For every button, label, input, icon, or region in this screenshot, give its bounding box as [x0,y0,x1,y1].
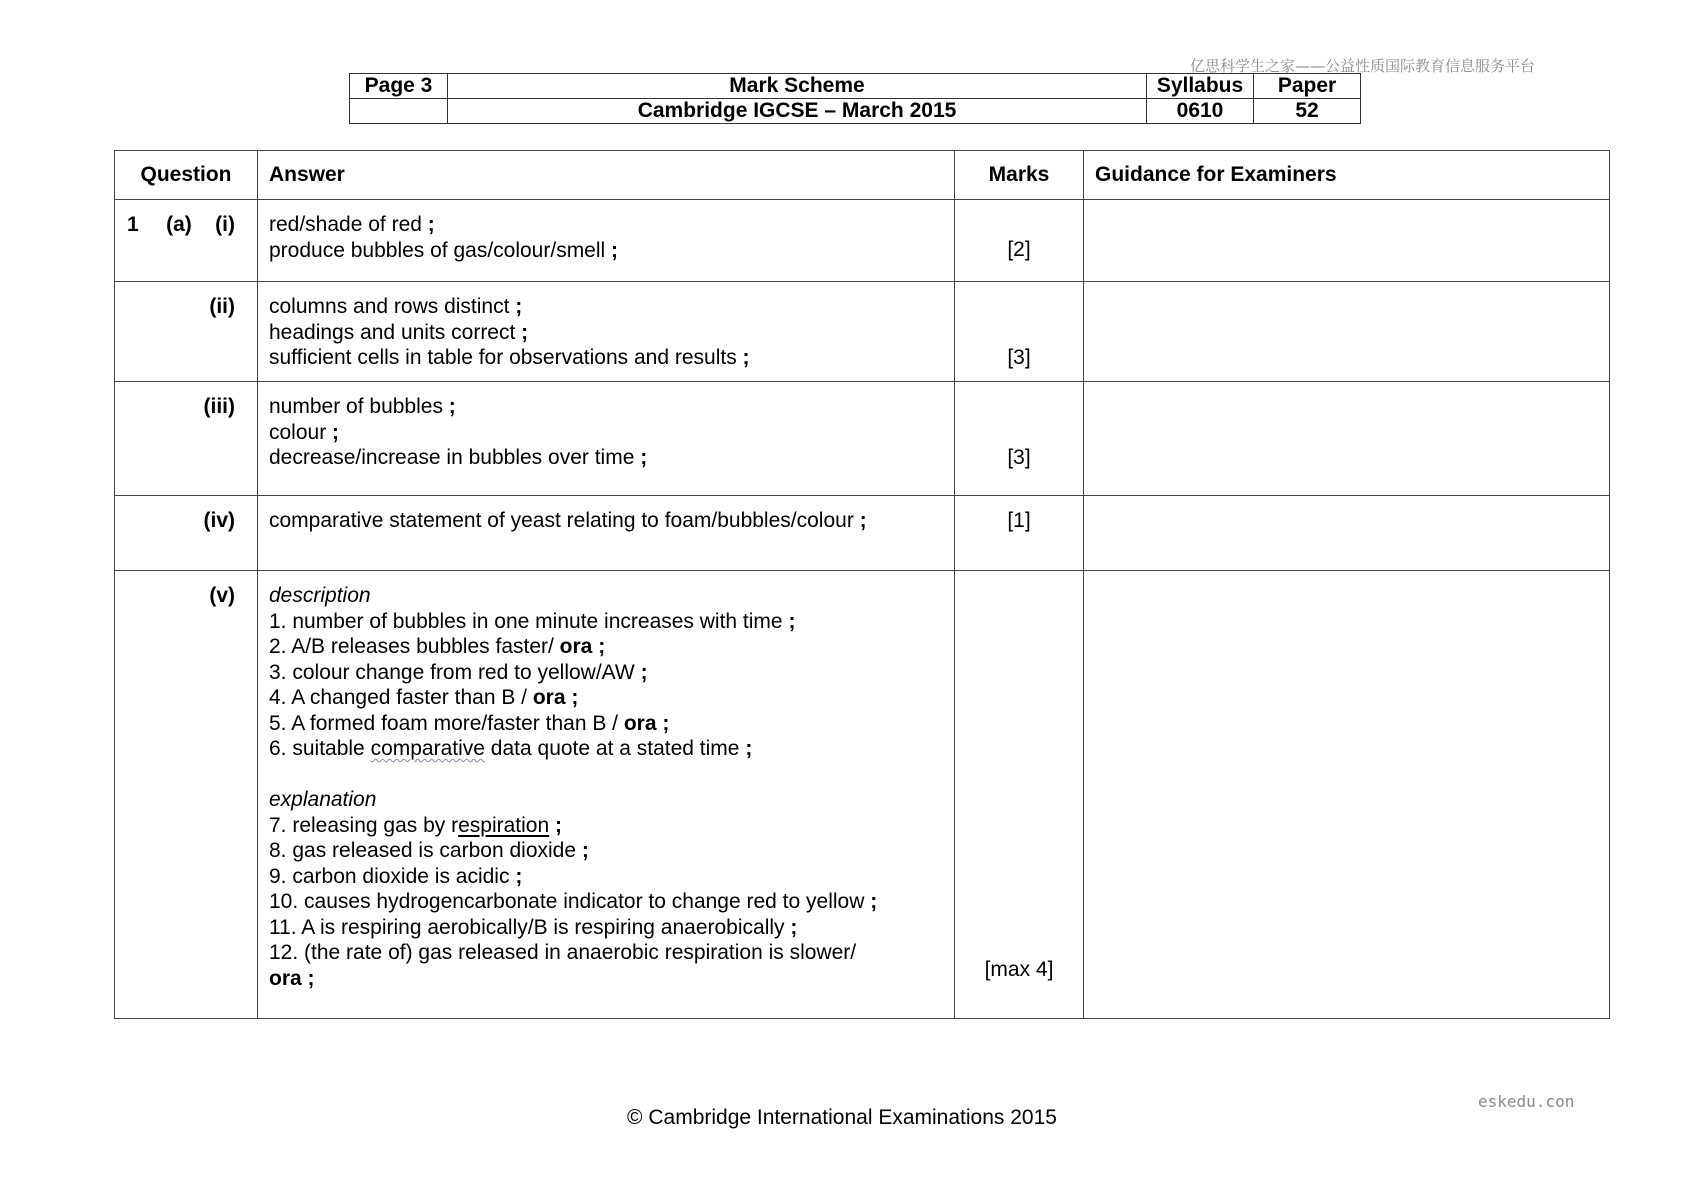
answer-line: 6. suitable [269,737,371,760]
question-column-header: Question [115,151,258,200]
spellcheck-word: comparative [370,737,485,760]
table-row [115,200,1610,282]
question-cell [115,571,258,1019]
mark-point: ; [662,711,670,735]
question-part: (i) [215,213,235,236]
answer-cell [258,496,955,571]
marks-column-header: Marks [955,151,1084,200]
mark-scheme-header [349,73,1361,124]
explanation-heading: explanation [269,788,377,811]
question-cell [115,200,258,282]
question-part: (iii) [203,395,235,418]
mark-point: ; [332,420,340,444]
mark-point: ; [870,890,878,913]
mark-point: ; [515,295,523,318]
syllabus-label: Syllabus [1147,74,1254,99]
marks-cell [955,200,1084,282]
answer-line: produce bubbles of gas/colour/smell [269,238,612,262]
question-cell [115,282,258,382]
marks-value: [1] [1007,509,1031,532]
question-part: (iv) [203,509,235,532]
answer-line: 7. releasing gas by r [269,813,459,837]
answer-line: 3. colour change from red to yellow/AW [269,660,641,684]
question-part: (ii) [209,295,235,318]
paper-number: 52 [1254,99,1361,124]
answer-line: columns and rows distinct [269,295,516,318]
header-subtitle: Cambridge IGCSE – March 2015 [448,99,1147,124]
mark-point: ; [742,346,750,369]
answer-line: red/shade of red [269,213,428,236]
mark-point: ; [859,509,867,532]
answer-cell [258,282,955,382]
table-row [115,382,1610,496]
answer-line: 8. gas released is carbon dioxide [269,839,582,862]
marks-cell [955,571,1084,1019]
mark-point: ; [745,737,753,760]
mark-point: ; [307,966,315,990]
question-cell [115,496,258,571]
syllabus-code: 0610 [1147,99,1254,124]
ora-label: ora [559,635,593,658]
answer-line: 5. A formed foam more/faster than B / [269,711,624,735]
mark-point: ; [521,320,529,344]
mark-point: ; [788,609,796,633]
answer-line: sufficient cells in table for observations and results [269,346,743,369]
table-row [115,282,1610,382]
answer-line: 12. (the rate of) gas released in anaerobic respiration is slower/ [269,941,857,964]
answer-line: headings and units correct [269,320,522,344]
question-part: (v) [209,584,235,607]
marks-value: [2] [1007,238,1031,261]
guidance-cell [1084,200,1610,282]
table-row [115,571,1610,1019]
answer-line: 4. A changed faster than B / [269,686,533,709]
copyright-footer: © Cambridge International Examinations 2015 [627,1106,1057,1129]
answer-line: comparative statement of yeast relating to foam/bubbles/colour [269,509,860,532]
answer-cell [258,382,955,496]
marks-cell [955,496,1084,571]
spacer [269,762,943,788]
ora-label: ora [623,711,657,735]
mark-point: ; [611,238,619,262]
marks-value: [3] [1007,446,1031,469]
guidance-cell [1084,571,1610,1019]
answer-column-header: Answer [258,151,955,200]
answer-cell [258,571,955,1019]
guidance-cell [1084,382,1610,496]
mark-point: ; [598,635,606,658]
mark-point: ; [555,813,563,837]
mark-point: ; [571,686,579,709]
guidance-cell [1084,282,1610,382]
answer-line: decrease/increase in bubbles over time [269,446,641,469]
guidance-column-header: Guidance for Examiners [1084,151,1610,200]
mark-point: ; [790,915,798,939]
marks-cell [955,282,1084,382]
description-heading: description [269,584,371,607]
answer-line: 2. A/B releases bubbles faster/ [269,635,560,658]
answer-line: data quote at a stated time [484,737,746,760]
answer-cell [258,200,955,282]
question-cell [115,382,258,496]
answer-line: colour [269,420,333,444]
mark-point: ; [515,864,523,888]
answer-line: 1. number of bubbles in one minute increases with time [269,609,789,633]
header-title: Mark Scheme [448,74,1147,99]
mark-scheme-table [114,150,1610,1019]
table-row [115,496,1610,571]
page-number: Page 3 [350,74,448,99]
table-header-row [115,151,1610,200]
answer-line: 11. A is respiring aerobically/B is respiring anaerobically [269,915,791,939]
answer-line: number of bubbles [269,395,449,418]
underlined-keyword: espiration [458,813,550,837]
question-number: 1 [127,213,139,236]
answer-line: 9. carbon dioxide is acidic [269,864,516,888]
mark-point: ; [427,213,435,236]
marks-cell [955,382,1084,496]
paper-label: Paper [1254,74,1361,99]
ora-label: ora [532,686,566,709]
ora-label: ora [269,966,302,990]
answer-line: 10. causes hydrogencarbonate indicator to change red to yellow [269,890,871,913]
mark-point: ; [448,395,456,418]
mark-point: ; [640,660,648,684]
watermark-bottom: eskedu.con [1478,1092,1575,1111]
mark-point: ; [581,839,589,862]
marks-value: [3] [1007,346,1031,369]
marks-value: [max 4] [984,958,1054,981]
watermark-top: 亿思科学生之家——公益性质国际教育信息服务平台 [1190,57,1536,75]
guidance-cell [1084,496,1610,571]
question-subpart: (a) [166,213,192,236]
mark-point: ; [640,446,648,469]
header-blank-cell [350,99,448,124]
